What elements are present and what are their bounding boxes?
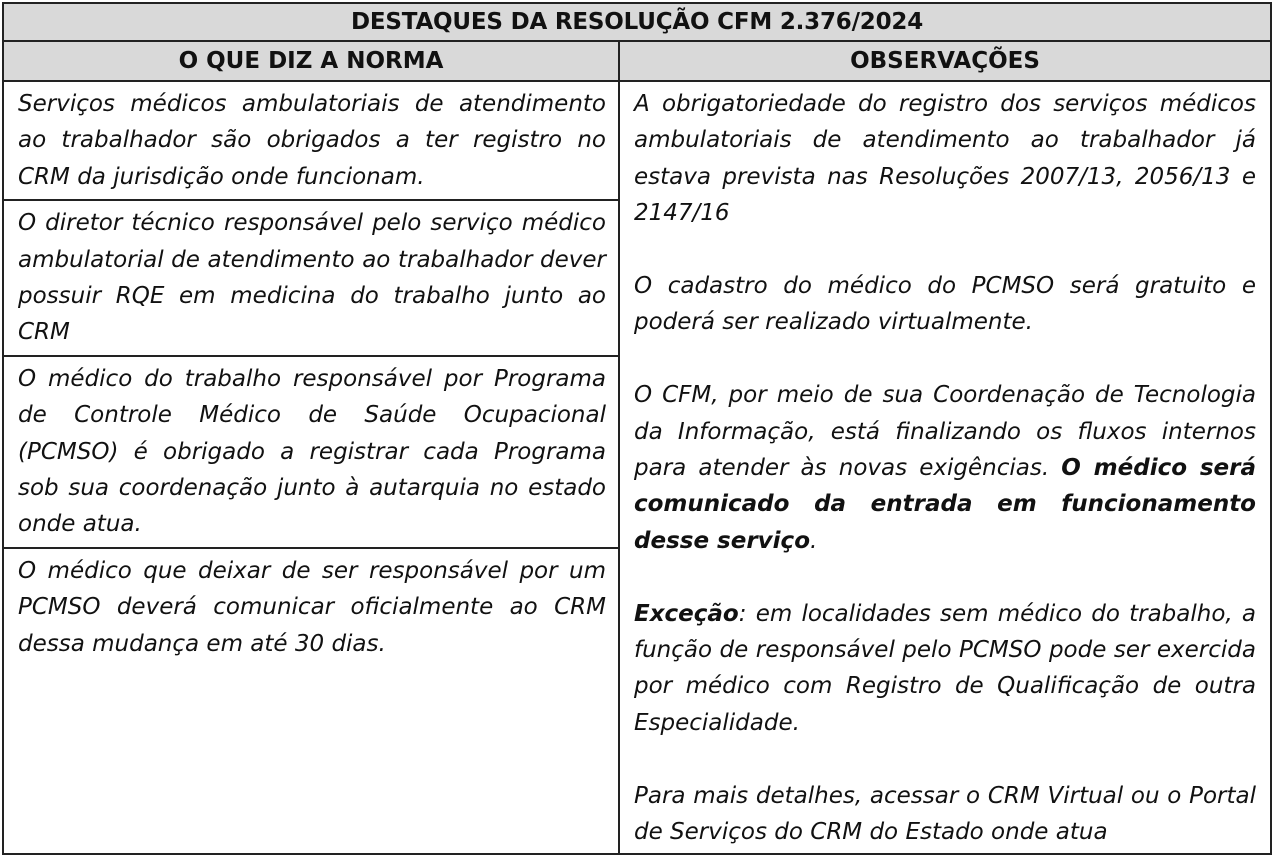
- table-title: DESTAQUES DA RESOLUÇÃO CFM 2.376/2024: [4, 4, 1270, 42]
- resolution-table: [2, 2, 1272, 855]
- norma-item-3: O médico do trabalho responsável por Programa de Controle Médico de Saúde Ocupacional (PCMSO) é obrigado a registrar cada Programa sob sua coordenação junto à autarquia no estado onde atua.: [4, 357, 618, 549]
- obs-paragraph-3-bold: O médico será comunicado da entrada em funcionamento desse serviço: [634, 455, 1256, 554]
- obs-paragraph-4-bold: Exceção: [634, 600, 739, 627]
- obs-paragraph-5: Para mais detalhes, acessar o CRM Virtual ou o Portal de Serviços do CRM do Estado onde atua: [634, 782, 1256, 846]
- observacoes-column: [620, 82, 1270, 853]
- obs-paragraph-4: [634, 596, 1256, 742]
- obs-paragraph-2: O cadastro do médico do PCMSO será gratuito e poderá ser realizado virtualmente.: [634, 273, 1256, 336]
- obs-paragraph-3-text: O CFM, por meio de sua Coordenação de Tecnologia da Informação, está finalizando os fluxos internos para atender às novas exigências.: [634, 382, 1256, 482]
- header-norma: O QUE DIZ A NORMA: [4, 42, 620, 80]
- obs-paragraph-3: [634, 377, 1256, 559]
- obs-paragraph-4-text: : em localidades sem médico do trabalho, a função de responsável pelo PCMSO pode ser exercida por médico com Registro de Qualificação de outra Especialidade.: [634, 600, 1256, 736]
- header-observacoes: OBSERVAÇÕES: [850, 48, 1040, 74]
- norma-item-4: O médico que deixar de ser responsável por um PCMSO deverá comunicar oficialmente ao CRM dessa mudança em até 30 dias.: [18, 557, 606, 657]
- norma-column: [4, 82, 620, 853]
- norma-item-1: Serviços médicos ambulatoriais de atendimento ao trabalhador são obrigados a ter registro no CRM da jurisdição onde funcionam.: [4, 82, 618, 201]
- norma-item-2: O diretor técnico responsável pelo serviço médico ambulatorial de atendimento ao trabalhador dever possuir RQE em medicina do trabalho junto ao CRM: [4, 201, 618, 357]
- obs-paragraph-3-end: .: [810, 527, 818, 554]
- obs-paragraph-1: A obrigatoriedade do registro dos serviços médicos ambulatoriais de atendimento ao trabalhador já estava prevista nas Resoluções 2007/13, 2056/13 e 2147/16: [634, 91, 1256, 227]
- table-header-row: [4, 42, 1270, 82]
